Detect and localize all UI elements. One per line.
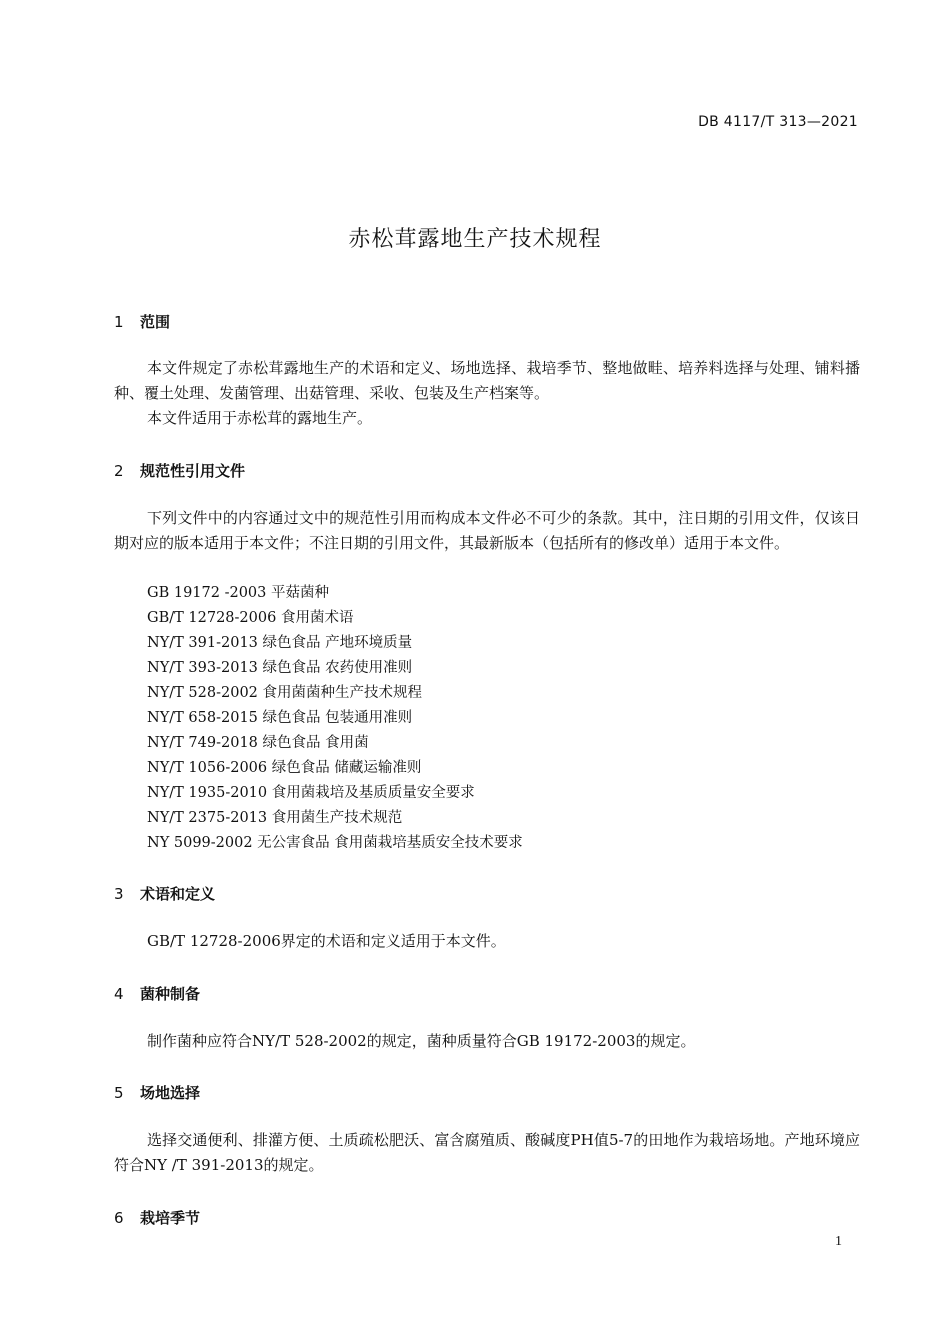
section-number: 4 bbox=[114, 985, 124, 1003]
section-6-heading bbox=[114, 1207, 200, 1228]
document-title: 赤松茸露地生产技术规程 bbox=[348, 227, 602, 252]
section-3-paragraph: GB/T 12728-2006界定的术语和定义适用于本文件。 bbox=[147, 932, 506, 950]
section-2-intro: 下列文件中的内容通过文中的规范性引用而构成本文件必不可少的条款。其中，注日期的引用文件，仅该日期对应的版本适用于本文件；不注日期的引用文件，其最新版本（包括所有的修改单）适用于本文件。 bbox=[114, 509, 860, 552]
reference-item: NY/T 2375-2013 食用菌生产技术规范 bbox=[147, 810, 403, 826]
section-4-paragraph: 制作菌种应符合NY/T 528-2002的规定，菌种质量符合GB 19172-2003的规定。 bbox=[147, 1032, 696, 1050]
section-title: 菌种制备 bbox=[140, 985, 201, 1003]
reference-item: NY/T 749-2018 绿色食品 食用菌 bbox=[147, 735, 369, 751]
section-title: 栽培季节 bbox=[140, 1209, 201, 1227]
section-title: 场地选择 bbox=[140, 1084, 201, 1102]
page-number: 1 bbox=[835, 1234, 842, 1249]
section-1-heading bbox=[114, 311, 170, 332]
section-2-heading bbox=[114, 460, 245, 481]
standard-code: DB 4117/T 313—2021 bbox=[698, 114, 858, 130]
reference-item: NY/T 528-2002 食用菌菌种生产技术规程 bbox=[147, 685, 423, 701]
section-number: 5 bbox=[114, 1084, 124, 1102]
section-number: 2 bbox=[114, 462, 124, 480]
reference-item: NY 5099-2002 无公害食品 食用菌栽培基质安全技术要求 bbox=[147, 835, 523, 851]
section-title: 规范性引用文件 bbox=[140, 462, 246, 480]
reference-list bbox=[147, 581, 523, 856]
section-1-paragraph-2: 本文件适用于赤松茸的露地生产。 bbox=[147, 409, 373, 427]
section-3-heading bbox=[114, 883, 215, 904]
section-5-heading bbox=[114, 1082, 200, 1103]
section-4-heading bbox=[114, 983, 200, 1004]
reference-item: NY/T 1056-2006 绿色食品 储藏运输准则 bbox=[147, 760, 422, 776]
reference-item: GB/T 12728-2006 食用菌术语 bbox=[147, 610, 354, 626]
section-title: 术语和定义 bbox=[140, 885, 216, 903]
reference-item: NY/T 658-2015 绿色食品 包装通用准则 bbox=[147, 710, 413, 726]
section-number: 1 bbox=[114, 313, 124, 331]
section-1-paragraph-1: 本文件规定了赤松茸露地生产的术语和定义、场地选择、栽培季节、整地做畦、培养料选择与处理、铺料播种、覆土处理、发菌管理、出菇管理、采收、包装及生产档案等。 bbox=[114, 359, 860, 402]
section-number: 6 bbox=[114, 1209, 124, 1227]
reference-item: GB 19172 -2003 平菇菌种 bbox=[147, 585, 329, 601]
reference-item: NY/T 1935-2010 食用菌栽培及基质质量安全要求 bbox=[147, 785, 475, 801]
section-5-paragraph: 选择交通便利、排灌方便、土质疏松肥沃、富含腐殖质、酸碱度PH值5-7的田地作为栽培场地。产地环境应符合NY /T 391-2013的规定。 bbox=[114, 1131, 860, 1174]
section-number: 3 bbox=[114, 885, 124, 903]
section-title: 范围 bbox=[140, 313, 171, 331]
reference-item: NY/T 391-2013 绿色食品 产地环境质量 bbox=[147, 635, 413, 651]
reference-item: NY/T 393-2013 绿色食品 农药使用准则 bbox=[147, 660, 413, 676]
